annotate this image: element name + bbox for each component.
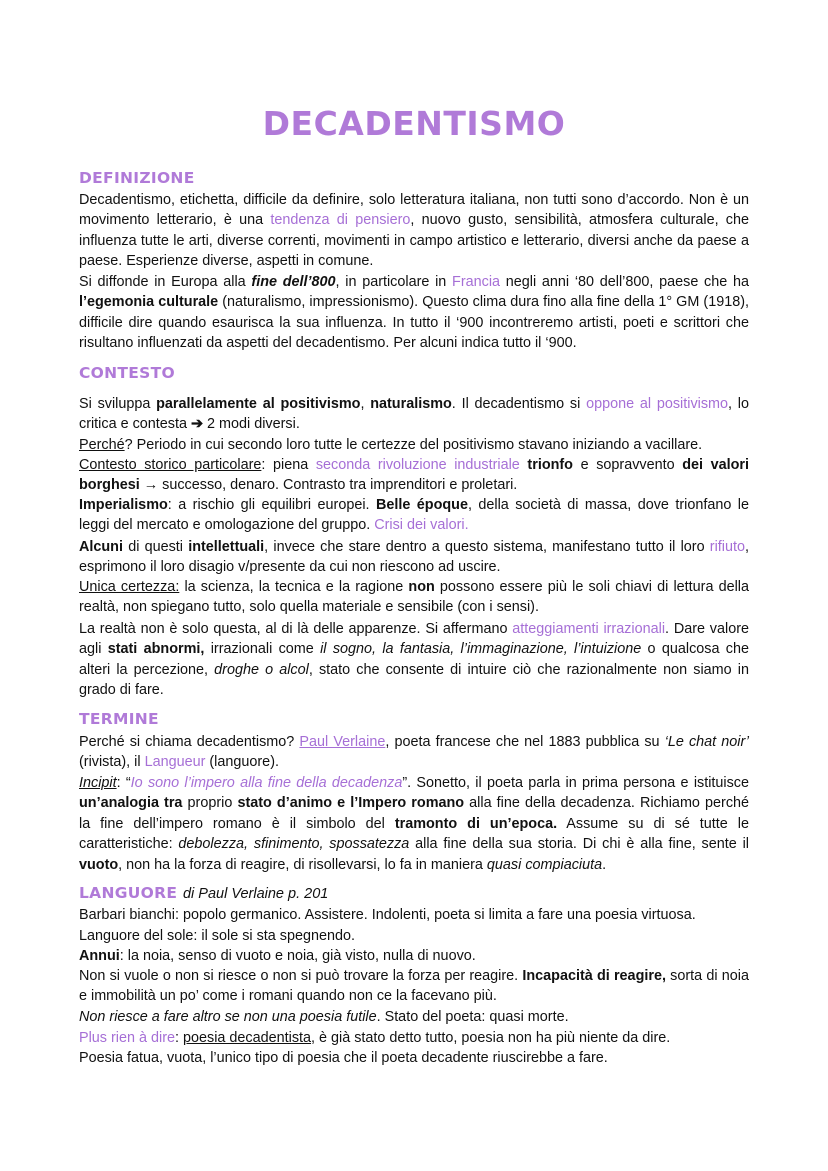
section-heading-termine: TERMINE (79, 710, 159, 728)
contesto-paragraph-7: La realtà non è solo questa, al di là delle apparenze. Si affermano atteggiamenti irrazionali. Dare valore agli stati abnormi, irrazionali come il sogno, la fantasia, l’immaginazione, l’intuizione o qualcosa che alteri la percezione, droghe o alcol, stato che consente di intuire ciò che razionalmente non siamo in grado di fare. (79, 621, 749, 699)
definizione-paragraph-2: Si diffonde in Europa alla fine dell’800, in particolare in Francia negli anni ‘80 dell’800, paese che ha l’egemonia culturale (naturalismo, impressionismo). Questo clima dura fino alla fine della 1° GM (1918), difficile dire quando esaurisca la sua influenza. In tutto il ‘900 incontreremo artisti, poeti e scrittori che risultano influenzati da aspetti del decadentismo. Per alcuni indica tutto il ‘900. (79, 274, 749, 352)
document-title: DECADENTISMO (262, 104, 566, 143)
languore-line-5: Non riesce a fare altro se non una poesia futile. Stato del poeta: quasi morte. (79, 1009, 569, 1025)
termine-paragraph-2: Incipit: “Io sono l’impero alla fine della decadenza”. Sonetto, il poeta parla in prima persona e istituisce un’analogia tra proprio stato d’animo e l’Impero romano alla fine della decadenza. Richiamo perché la fine dell’impero romano è il simbolo del tramonto di un’epoca. Assume su di sé tutte le caratteristiche: debolezza, sfinimento, spossatezza alla fine della sua storia. Di chi è alla fine, sente il vuoto, non ha la forza di reagire, di risollevarsi, lo fa in maniera quasi compiaciuta. (79, 775, 750, 873)
contesto-paragraph-5: Alcuni di questi intellettuali, invece che stare dentro a questo sistema, manifestano tutto il loro rifiuto, esprimono il loro disagio v/presente da cui non riescono ad uscire. (79, 539, 749, 576)
section-heading-languore: LANGUORE di Paul Verlaine p. 201 (79, 884, 329, 902)
section-heading-contesto: CONTESTO (79, 364, 175, 382)
languore-line-3: Annui: la noia, senso di vuoto e noia, già visto, nulla di nuovo. (79, 948, 476, 964)
contesto-paragraph-4: Imperialismo: a rischio gli equilibri europei. Belle époque, della società di massa, dove trionfano le leggi del mercato e omologazione del gruppo. Crisi dei valori. (79, 497, 749, 534)
arrow-icon: ➔ (190, 416, 204, 433)
languore-paragraph-4: Non si vuole o non si riesce o non si può trovare la forza per reagire. Incapacità di reagire, sorta di noia e immobilità un po’ come i romani quando non ce la facevano più. (79, 968, 750, 1005)
languore-subheading: di Paul Verlaine p. 201 (182, 886, 329, 902)
languore-line-6: Plus rien à dire: poesia decadentista, è già stato detto tutto, poesia non ha più niente da dire. (79, 1030, 671, 1046)
contesto-paragraph-6: Unica certezza: la scienza, la tecnica e la ragione non possono essere più le soli chiavi di lettura della realtà, non spiegano tutto, solo quella materiale e sensibile (con i sensi). (79, 579, 749, 616)
section-heading-definizione: DEFINIZIONE (79, 169, 195, 187)
definizione-paragraph-1: Decadentismo, etichetta, difficile da definire, solo letteratura italiana, non tutti sono d’accordo. Non è un movimento letterario, è una tendenza di pensiero, nuovo gusto, sensibilità, atmosfera culturale, che influenza tutte le arti, diverse correnti, movimenti in campo artistico e letterario, diversi anche da paese a paese. Esperienze diverse, aspetti in comune. (79, 192, 750, 270)
languore-line-7: Poesia fatua, vuota, l’unico tipo di poesia che il poeta decadente riuscirebbe a fare. (79, 1050, 608, 1066)
contesto-paragraph-1: Si sviluppa parallelamente al positivismo, naturalismo. Il decadentismo si oppone al positivismo, lo critica e contesta ➔ 2 modi diversi. (79, 396, 750, 433)
languore-line-2: Languore del sole: il sole si sta spegnendo. (79, 928, 356, 944)
languore-line-1: Barbari bianchi: popolo germanico. Assistere. Indolenti, poeta si limita a fare una poesia virtuosa. (79, 907, 696, 923)
contesto-paragraph-2: Perché? Periodo in cui secondo loro tutte le certezze del positivismo stavano iniziando a vacillare. (79, 437, 703, 453)
termine-paragraph-1: Perché si chiama decadentismo? Paul Verlaine, poeta francese che nel 1883 pubblica su ‘Le chat noir’ (rivista), il Langueur (languore). (79, 734, 749, 771)
contesto-paragraph-3: Contesto storico particolare: piena seconda rivoluzione industriale trionfo e sopravvento dei valori borghesi → successo, denaro. Contrasto tra imprenditori e proletari. (79, 457, 749, 494)
